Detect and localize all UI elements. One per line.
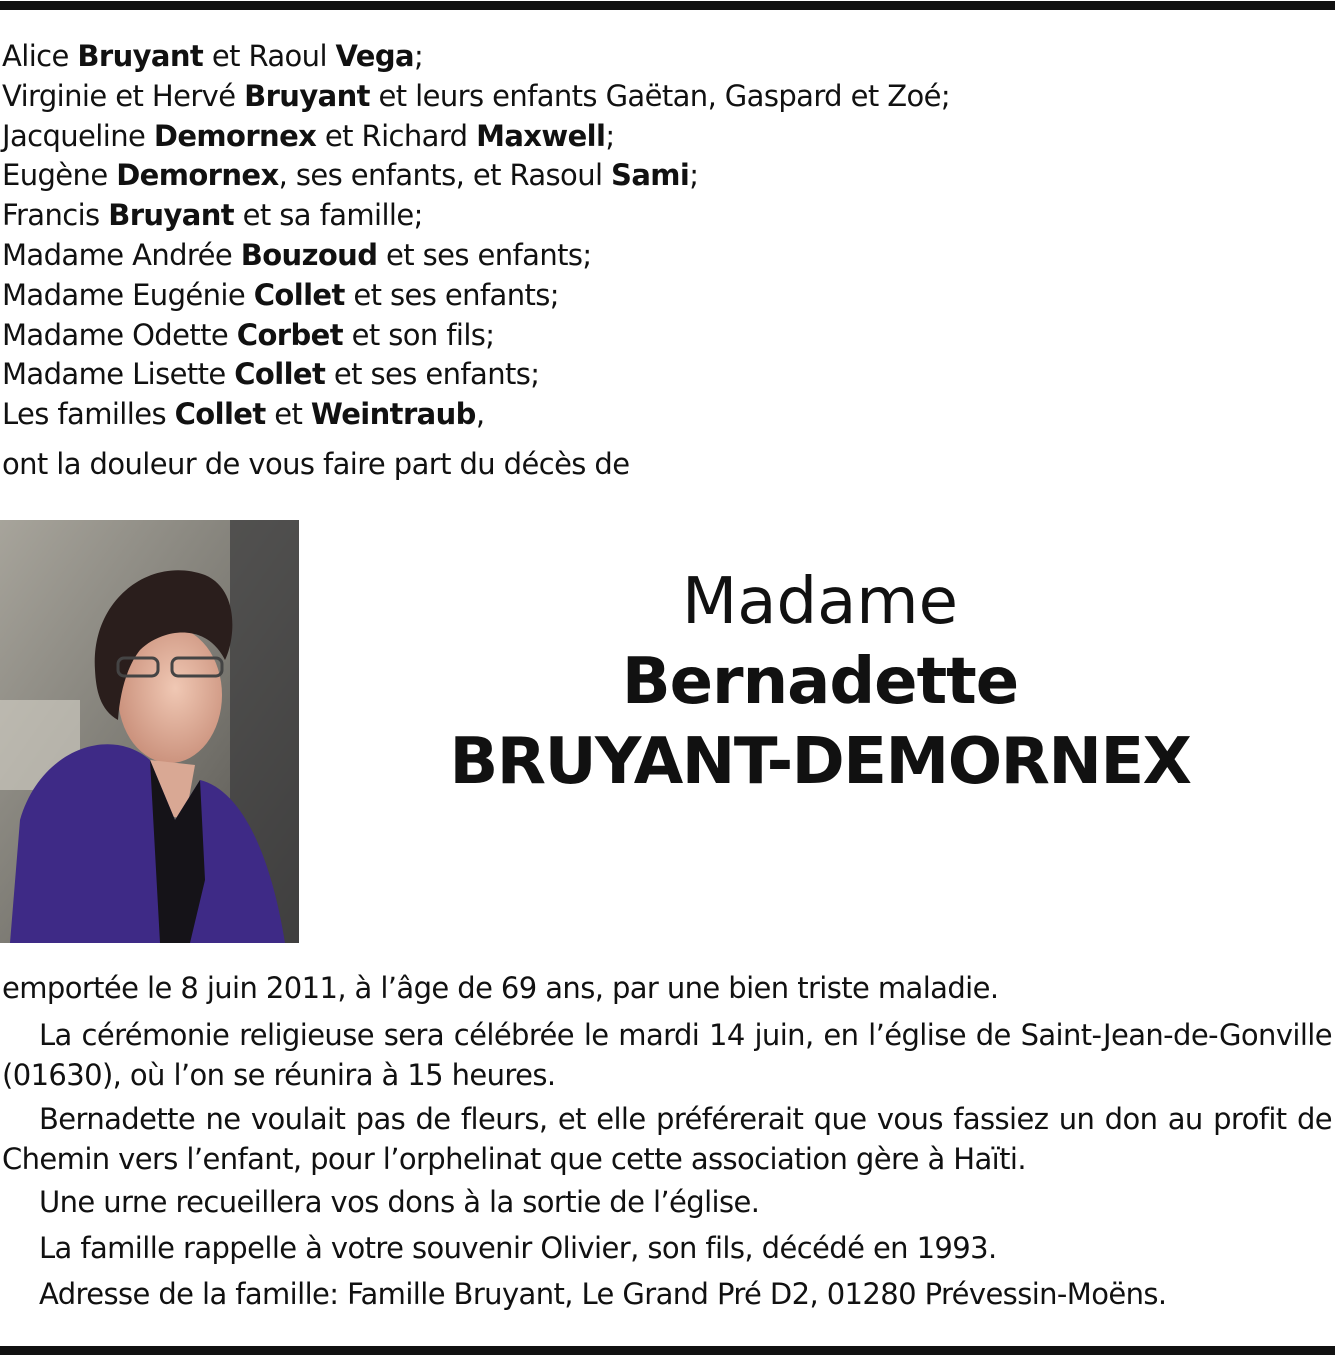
family-line	[2, 236, 950, 276]
family-text: Madame Eugénie	[2, 277, 254, 312]
family-text: , ses enfants, et Rasoul	[278, 158, 612, 193]
family-surname: Sami	[611, 158, 690, 193]
family-text: Madame Odette	[2, 317, 237, 352]
remembrance-paragraph: La famille rappelle à votre souvenir Olivier, son fils, décédé en 1993.	[39, 1231, 997, 1265]
family-line	[2, 276, 950, 316]
family-surname: Vega	[335, 39, 415, 73]
family-text: ;	[414, 39, 424, 73]
portrait-photo	[0, 520, 299, 943]
family-line	[2, 316, 950, 356]
announcement-body	[2, 965, 1332, 1317]
family-text: et ses enfants;	[377, 237, 592, 272]
ceremony-paragraph: La cérémonie religieuse sera célébrée le mardi 14 juin, en l’église de Saint-Jean-de-Gonville (01630), où l’on se réunira à 15 heures.	[2, 1018, 1332, 1092]
bottom-border-rule	[0, 1346, 1335, 1355]
family-line	[2, 395, 950, 435]
family-surname: Collet	[253, 277, 345, 312]
urn-paragraph: Une urne recueillera vos dons à la sortie de l’église.	[39, 1185, 760, 1219]
family-line	[2, 117, 950, 157]
family-text: et sa famille;	[234, 198, 423, 233]
deceased-name-block	[420, 562, 1220, 802]
family-surname: Bruyant	[77, 39, 204, 73]
family-surname: Maxwell	[476, 118, 606, 153]
family-text: ,	[475, 397, 485, 432]
deceased-last-name: BRUYANT-DEMORNEX	[449, 725, 1191, 799]
family-text: Madame Andrée	[2, 237, 241, 272]
family-announcers-list	[2, 37, 950, 435]
deceased-first-name: Bernadette	[621, 645, 1019, 719]
death-statement: emportée le 8 juin 2011, à l’âge de 69 ans, par une bien triste maladie.	[2, 971, 999, 1005]
family-text: Alice	[2, 39, 78, 73]
family-line	[2, 355, 950, 395]
intro-line: ont la douleur de vous faire part du décès de	[2, 447, 630, 481]
family-surname: Demornex	[116, 158, 279, 193]
family-line	[2, 77, 950, 117]
family-surname: Demornex	[153, 118, 317, 153]
family-text: et ses enfants;	[325, 357, 540, 392]
family-text: et leurs enfants Gaëtan, Gaspard et Zoé;	[369, 78, 951, 113]
family-text: et son fils;	[342, 317, 495, 352]
family-line	[2, 37, 950, 77]
top-border-rule	[0, 1, 1335, 10]
family-line	[2, 156, 950, 196]
family-text: et Richard	[316, 118, 477, 153]
family-surname: Corbet	[236, 317, 343, 352]
family-line	[2, 196, 950, 236]
donation-paragraph: Bernadette ne voulait pas de fleurs, et elle préférerait que vous fassiez un don au profit de Chemin vers l’enfant, pour l’orphelinat que cette association gère à Haïti.	[2, 1102, 1332, 1176]
family-surname: Collet	[174, 397, 266, 432]
family-surname: Bouzoud	[240, 237, 378, 272]
family-text: Les familles	[2, 397, 175, 432]
family-text: Virginie et Hervé	[2, 78, 245, 113]
family-surname: Bruyant	[244, 78, 370, 113]
family-text: Jacqueline	[2, 118, 154, 153]
family-text: et	[265, 397, 311, 432]
family-surname: Weintraub	[310, 397, 476, 432]
family-surname: Collet	[234, 357, 326, 392]
family-text: Francis	[2, 198, 109, 233]
family-text: ;	[605, 118, 615, 153]
family-text: Madame Lisette	[2, 357, 235, 392]
family-text: ;	[689, 158, 699, 193]
family-address: Adresse de la famille: Famille Bruyant, Le Grand Pré D2, 01280 Prévessin-Moëns.	[39, 1277, 1167, 1311]
family-text: Eugène	[2, 158, 117, 193]
family-text: et ses enfants;	[344, 277, 559, 312]
family-surname: Bruyant	[108, 198, 235, 233]
family-text: et Raoul	[203, 39, 336, 73]
deceased-title: Madame	[682, 565, 958, 639]
